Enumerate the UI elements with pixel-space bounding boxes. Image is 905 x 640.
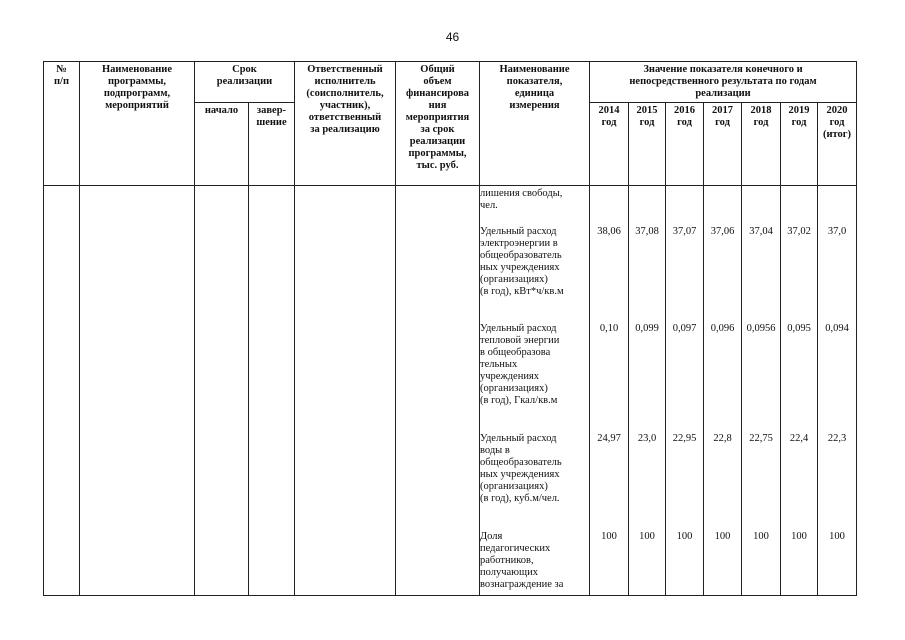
value-cell: 100 (676, 531, 693, 542)
cell-values-2020 (818, 186, 857, 596)
indicator-name: Доля педагогических работников, получающих вознаграждение за (480, 531, 564, 590)
cell-no (44, 186, 80, 596)
value-cell: 100 (753, 531, 769, 542)
value-cell: 22,4 (789, 433, 809, 444)
header-row-1 (44, 62, 857, 103)
value-cell: 0,0956 (746, 323, 776, 334)
header-term-end: завер- шение (249, 103, 295, 186)
value-cell: 37,02 (787, 226, 811, 237)
header-year-2014: 2014 год (590, 103, 629, 186)
value-cell: 37,08 (635, 226, 659, 237)
cell-funding (396, 186, 480, 596)
value-cell: 37,0 (827, 226, 847, 237)
value-cell: 38,06 (597, 226, 621, 237)
header-no: № п/п (44, 62, 80, 186)
value-cell: 0,099 (635, 323, 659, 334)
header-year-2016: 2016 год (666, 103, 704, 186)
indicator-name: Удельный расход электроэнергии в общеобразователь ных учреждениях (организациях) (в год), кВт*ч/кв.м (480, 226, 564, 297)
cell-term-start (195, 186, 249, 596)
value-cell: 100 (791, 531, 807, 542)
header-term: Срок реализации (195, 62, 295, 103)
cell-values-2014 (590, 186, 629, 596)
value-cell: 0,095 (787, 323, 811, 334)
header-executor: Ответственный исполнитель (соисполнитель, участник), ответственный за реализацию (295, 62, 396, 186)
value-cell: 22,3 (827, 433, 847, 444)
cell-values-2017 (704, 186, 742, 596)
value-cell: 100 (714, 531, 731, 542)
value-cell: 23,0 (637, 433, 657, 444)
value-cell: 22,8 (713, 433, 732, 444)
value-cell: 100 (829, 531, 845, 542)
cell-term-end (249, 186, 295, 596)
page-number: 46 (445, 30, 460, 44)
value-cell: 0,097 (672, 323, 697, 334)
table-row (44, 186, 857, 596)
value-cell: 0,096 (710, 323, 735, 334)
value-cell: 100 (601, 531, 617, 542)
value-cell: 37,04 (749, 226, 773, 237)
value-cell: 0,10 (599, 323, 619, 334)
header-year-2017: 2017 год (704, 103, 742, 186)
header-indicator-name: Наименование показателя, единица измерения (480, 62, 590, 186)
value-cell: 22,95 (672, 433, 697, 444)
value-cell: 0,094 (825, 323, 849, 334)
value-cell: 37,06 (710, 226, 735, 237)
indicator-name: лишения свободы, чел. (480, 188, 563, 211)
program-table (43, 61, 857, 596)
cell-values-2019 (781, 186, 818, 596)
value-cell: 37,07 (672, 226, 697, 237)
cell-values-2015 (629, 186, 666, 596)
header-year-2018: 2018 год (742, 103, 781, 186)
cell-program-name (80, 186, 195, 596)
header-values-group: Значение показателя конечного и непосредственного результата по годам реализации (590, 62, 857, 103)
cell-executor (295, 186, 396, 596)
indicator-name: Удельный расход воды в общеобразователь ных учреждениях (организациях) (в год), куб.м/чел. (480, 433, 562, 504)
header-year-2019: 2019 год (781, 103, 818, 186)
header-year-2015: 2015 год (629, 103, 666, 186)
indicator-name: Удельный расход тепловой энергии в общеобразова тельных учреждениях (организациях) (в год), Гкал/кв.м (480, 323, 560, 406)
header-program-name: Наименование программы, подпрограмм, мероприятий (80, 62, 195, 186)
cell-values-2016 (666, 186, 704, 596)
value-cell: 24,97 (597, 433, 621, 444)
value-cell: 100 (639, 531, 655, 542)
cell-indicator-names (480, 186, 590, 596)
header-year-2020: 2020 год (итог) (818, 103, 857, 186)
header-funding: Общий объем финансирова ния мероприятия за срок реализации программы, тыс. руб. (396, 62, 480, 186)
value-cell: 22,75 (749, 433, 773, 444)
header-term-start: начало (195, 103, 249, 186)
cell-values-2018 (742, 186, 781, 596)
